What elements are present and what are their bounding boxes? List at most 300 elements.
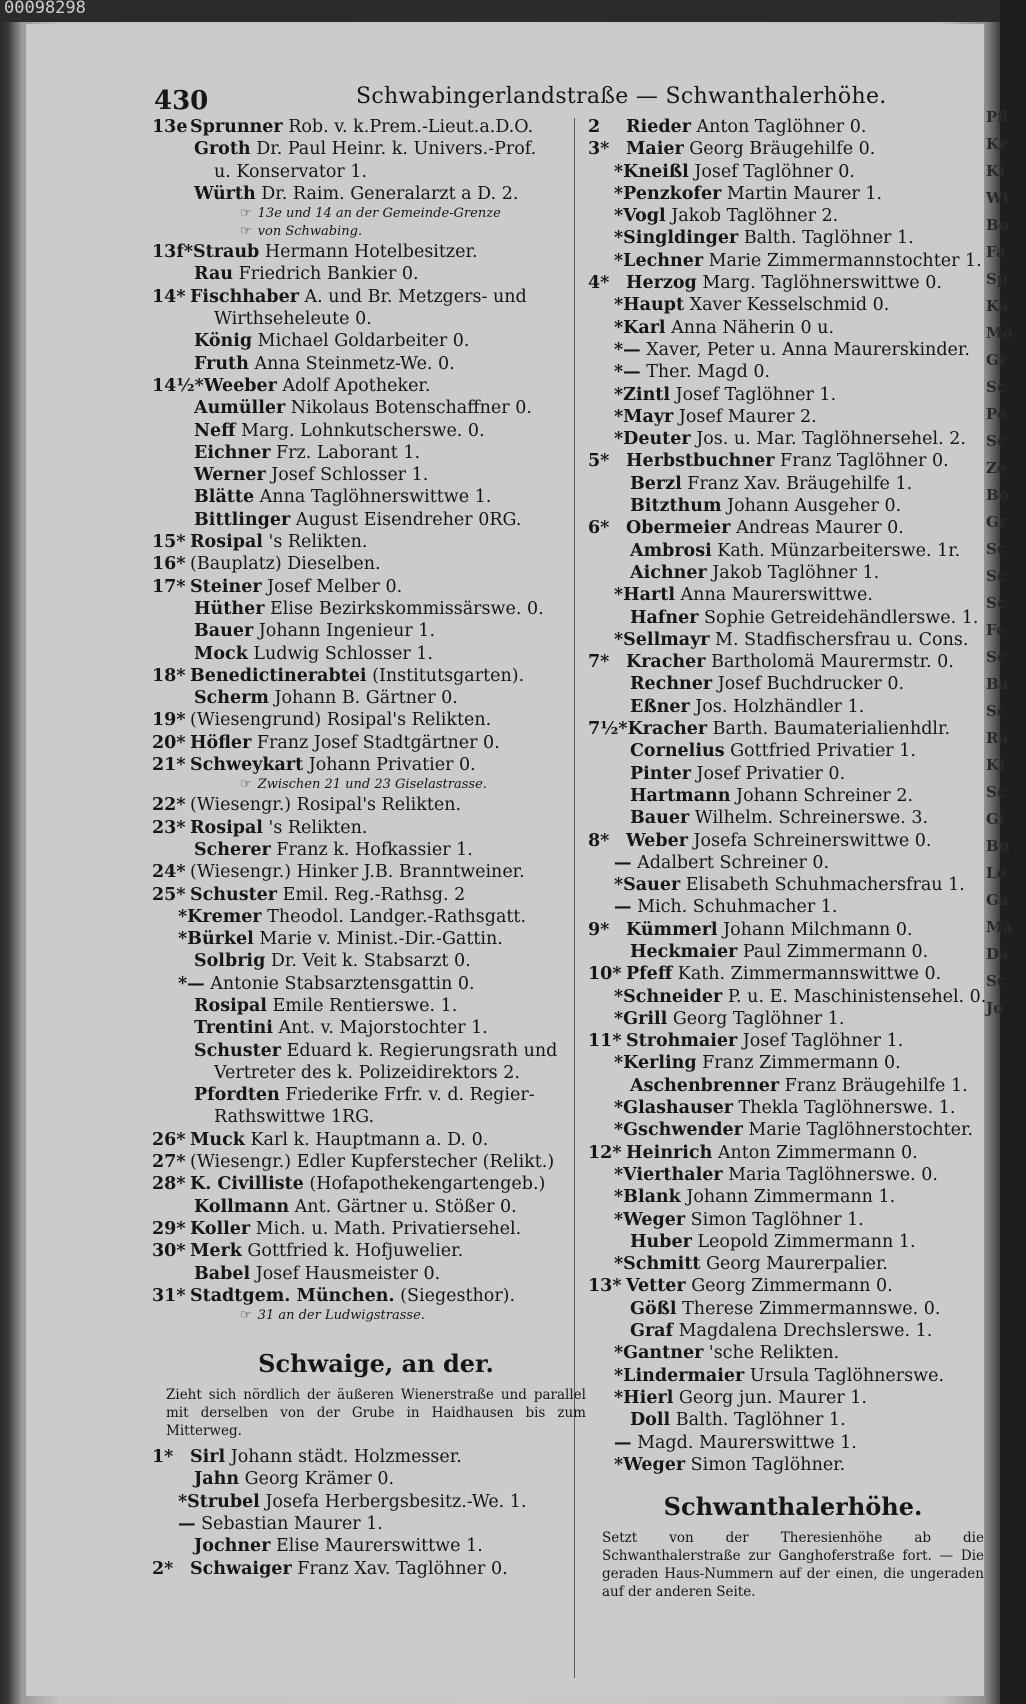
entry-details: Josef Buchdrucker 0. bbox=[712, 674, 905, 695]
directory-entry bbox=[588, 785, 998, 807]
surname: Rosipal bbox=[194, 995, 267, 1016]
entry-details: Sebastian Maurer 1. bbox=[195, 1514, 383, 1535]
edge-fragment: Bo bbox=[986, 486, 1009, 504]
surname: *Bürkel bbox=[178, 929, 254, 950]
surname: *Lindermaier bbox=[614, 1365, 745, 1386]
house-number: 7½* bbox=[588, 719, 628, 740]
entry-details: Anna Maurerswittwe. bbox=[674, 585, 873, 606]
directory-page bbox=[26, 24, 1013, 1696]
directory-entry bbox=[152, 1040, 600, 1062]
directory-entry bbox=[152, 531, 600, 553]
surname: Kracher bbox=[627, 719, 708, 740]
house-number: 8* bbox=[588, 830, 610, 851]
surname: *Hierl bbox=[614, 1387, 674, 1408]
surname: Obermeier bbox=[626, 518, 731, 539]
note-text: von Schwabing. bbox=[257, 224, 363, 240]
edge-fragment: Ki bbox=[986, 162, 1005, 180]
directory-entry bbox=[588, 1030, 998, 1052]
pointing-hand-icon: ☞ bbox=[240, 206, 252, 222]
note-text: 31 an der Ludwigstrasse. bbox=[257, 1308, 425, 1324]
entry-details: M. Stadfischersfrau u. Cons. bbox=[709, 629, 969, 650]
directory-entry bbox=[588, 1365, 998, 1387]
directory-entry bbox=[588, 317, 998, 339]
surname: Maier bbox=[626, 139, 684, 160]
entry-details: Elisabeth Schuhmachersfrau 1. bbox=[680, 875, 965, 896]
directory-entry bbox=[588, 1209, 998, 1231]
directory-entry bbox=[152, 1240, 600, 1262]
entry-details: Johann Zimmermann 1. bbox=[680, 1187, 896, 1208]
entry-details: Paul Zimmermann 0. bbox=[737, 941, 929, 962]
surname: *Gantner bbox=[614, 1343, 704, 1364]
directory-entry bbox=[588, 1231, 998, 1253]
surname: Würth bbox=[194, 183, 256, 204]
entry-details: Ant. Gärtner u. Stößer 0. bbox=[289, 1196, 517, 1217]
entry-details: Johann Milchmann 0. bbox=[717, 919, 913, 940]
directory-entry bbox=[152, 1151, 600, 1173]
edge-fragment: Sc bbox=[986, 972, 1006, 990]
surname: Schweykart bbox=[190, 755, 304, 776]
directory-entry bbox=[588, 807, 998, 829]
surname: *— bbox=[614, 339, 641, 360]
surname: Höfler bbox=[190, 732, 252, 753]
entry-details: (Wiesengr.) Hinker J.B. Branntweiner. bbox=[190, 862, 525, 883]
house-number: 11* bbox=[588, 1031, 622, 1052]
directory-entry bbox=[152, 1084, 600, 1106]
directory-entry bbox=[588, 517, 998, 539]
directory-entry bbox=[152, 1513, 600, 1535]
entry-details: Antonie Stabsarztensgattin 0. bbox=[204, 973, 475, 994]
edge-fragment: Ka bbox=[986, 297, 1009, 315]
surname: Pinter bbox=[630, 763, 691, 784]
surname: Rau bbox=[194, 264, 234, 285]
entry-details: Johann Schreiner 2. bbox=[730, 785, 914, 806]
entry-details: Franz Xav. Taglöhner 0. bbox=[291, 1558, 508, 1579]
surname: Stadtgem. München. bbox=[190, 1285, 395, 1306]
surname: Hüther bbox=[194, 598, 265, 619]
surname: *Weger bbox=[614, 1209, 686, 1230]
entry-details: Anna Steinmetz-We. 0. bbox=[248, 353, 455, 374]
entry-details: Rob. v. k.Prem.-Lieut.a.D.O. bbox=[282, 117, 534, 137]
entry-details: Frz. Laborant 1. bbox=[270, 442, 421, 463]
directory-entry bbox=[588, 718, 998, 740]
surname: Sirl bbox=[190, 1447, 226, 1468]
entry-details: Ursula Taglöhnerswe. bbox=[744, 1365, 945, 1386]
surname: Aschenbrenner bbox=[630, 1075, 780, 1096]
entry-details: August Eisendreher 0RG. bbox=[290, 509, 522, 530]
surname: Herzog bbox=[626, 273, 697, 294]
directory-entry bbox=[588, 1075, 998, 1097]
house-number: 19* bbox=[152, 710, 186, 731]
surname: Schuster bbox=[190, 884, 278, 905]
surname: *Deuter bbox=[614, 429, 691, 450]
surname: Heckmaier bbox=[630, 941, 738, 962]
left-column bbox=[152, 116, 600, 1580]
surname: Pfeff bbox=[626, 964, 673, 985]
surname: Eichner bbox=[194, 442, 271, 463]
directory-entry bbox=[152, 138, 600, 160]
surname: Sprunner bbox=[190, 117, 283, 137]
directory-entry bbox=[588, 941, 998, 963]
entry-details: Josef Taglöhner 0. bbox=[688, 161, 855, 182]
surname: Bauer bbox=[630, 808, 690, 829]
surname: *Schneider bbox=[614, 986, 723, 1007]
directory-entry bbox=[588, 1320, 998, 1342]
edge-fragment: Bo bbox=[986, 216, 1009, 234]
surname: Groth bbox=[194, 139, 251, 160]
entry-details: Jakob Taglöhner 2. bbox=[665, 206, 839, 227]
entry-details: Franz Josef Stadtgärtner 0. bbox=[251, 732, 500, 753]
directory-entry bbox=[152, 509, 600, 531]
entry-details: Marie Taglöhnerstochter. bbox=[742, 1120, 974, 1141]
surname: Huber bbox=[630, 1231, 692, 1252]
directory-entry bbox=[588, 1275, 998, 1297]
house-number: 20* bbox=[152, 732, 186, 753]
edge-fragment: Da bbox=[986, 945, 1009, 963]
entry-details: Jos. u. Mar. Taglöhnersehel. 2. bbox=[690, 429, 966, 450]
entry-details: Franz Taglöhner 0. bbox=[774, 451, 949, 472]
surname: Hartmann bbox=[630, 785, 731, 806]
house-number: 1* bbox=[152, 1447, 174, 1468]
surname: Mock bbox=[194, 643, 248, 664]
entry-details: Anna Näherin 0 u. bbox=[665, 317, 835, 338]
section-description: Zieht sich nördlich der äußeren Wienerstraße und parallel mit derselben von der Grube in Haidhausen bis zum Mitterweg. bbox=[166, 1387, 586, 1440]
entry-details: (Wiesengr.) Edler Kupferstecher (Relikt.) bbox=[190, 1152, 555, 1173]
directory-entry bbox=[588, 161, 998, 183]
surname: Pfordten bbox=[194, 1085, 280, 1106]
surname: Scherm bbox=[194, 688, 269, 709]
entry-details: Magdalena Drechslerswe. 1. bbox=[673, 1321, 933, 1342]
entry-details: Mich. u. Math. Privatiersehel. bbox=[250, 1218, 522, 1239]
entry-details: Josef Schlosser 1. bbox=[265, 465, 429, 486]
surname: *Vogl bbox=[614, 206, 666, 227]
directory-entry bbox=[588, 450, 998, 472]
directory-entry bbox=[152, 330, 600, 352]
entry-continuation: Wirthseheleute 0. bbox=[214, 309, 372, 330]
directory-entry bbox=[588, 1298, 998, 1320]
boundary-note bbox=[152, 776, 600, 794]
entry-details: Leopold Zimmermann 1. bbox=[691, 1231, 916, 1252]
directory-entry bbox=[588, 740, 998, 762]
directory-entry bbox=[588, 763, 998, 785]
section-title: Schwaige, an der. bbox=[258, 1349, 494, 1379]
directory-entry bbox=[152, 263, 600, 285]
directory-entry bbox=[588, 1119, 998, 1141]
boundary-note bbox=[152, 223, 600, 241]
surname: Steiner bbox=[190, 576, 262, 597]
directory-entry bbox=[152, 241, 600, 263]
entry-details: (Institutsgarten). bbox=[366, 665, 525, 686]
surname: Graf bbox=[630, 1321, 674, 1342]
directory-entry bbox=[588, 562, 998, 584]
surname: Jahn bbox=[194, 1469, 240, 1490]
directory-entry bbox=[588, 1253, 998, 1275]
entry-details: Kath. Münzarbeiterswe. 1r. bbox=[711, 540, 961, 561]
surname: *Kerling bbox=[614, 1053, 697, 1074]
note-text: Zwischen 21 und 23 Giselastrasse. bbox=[257, 777, 487, 793]
surname: Cornelius bbox=[630, 741, 725, 762]
entry-details: Josef Maurer 2. bbox=[673, 406, 817, 427]
entry-details: Dr. Paul Heinr. k. Univers.-Prof. bbox=[250, 139, 537, 160]
entry-continuation: u. Konservator 1. bbox=[214, 161, 368, 182]
directory-entry bbox=[588, 205, 998, 227]
directory-entry bbox=[588, 183, 998, 205]
entry-details: Franz Zimmermann 0. bbox=[696, 1053, 901, 1074]
surname: Herbstbuchner bbox=[626, 451, 775, 472]
entry-details: Anton Taglöhner 0. bbox=[690, 117, 867, 137]
entry-details: Franz k. Hofkassier 1. bbox=[270, 839, 473, 860]
surname: Benedictinerabtei bbox=[190, 665, 367, 686]
boundary-note bbox=[152, 205, 600, 223]
section-title: Schwanthalerhöhe. bbox=[663, 1492, 923, 1522]
directory-entry bbox=[152, 928, 600, 950]
entry-details: 's Relikten. bbox=[262, 817, 368, 838]
directory-entry bbox=[152, 1491, 600, 1513]
note-text: 13e und 14 an der Gemeinde-Grenze bbox=[257, 206, 501, 222]
surname: Rosipal bbox=[190, 817, 263, 838]
house-number: 6* bbox=[588, 518, 610, 539]
surname: Koller bbox=[190, 1218, 251, 1239]
directory-entry bbox=[588, 830, 998, 852]
edge-fragment: Sc bbox=[986, 783, 1006, 801]
edge-fragment: Sc bbox=[986, 594, 1006, 612]
entry-details: Gottfried k. Hofjuwelier. bbox=[241, 1241, 464, 1262]
directory-entry bbox=[152, 884, 600, 906]
entry-details: (Wiesengr.) Rosipal's Relikten. bbox=[190, 795, 462, 816]
entry-details: Friedrich Bankier 0. bbox=[233, 264, 419, 285]
directory-entry bbox=[588, 495, 998, 517]
directory-entry bbox=[588, 1052, 998, 1074]
edge-fragment: Sc bbox=[986, 702, 1006, 720]
entry-details: Johann Ausgeher 0. bbox=[721, 496, 902, 517]
surname: Kümmerl bbox=[626, 919, 718, 940]
directory-entry bbox=[588, 339, 998, 361]
house-number: 7* bbox=[588, 652, 610, 673]
surname: *Strubel bbox=[178, 1491, 260, 1512]
surname: Strohmaier bbox=[626, 1031, 738, 1052]
entry-details: (Wiesengrund) Rosipal's Relikten. bbox=[190, 710, 492, 731]
edge-fragment: Kr bbox=[986, 135, 1007, 153]
entry-details: (Hofapothekengartengeb.) bbox=[303, 1174, 546, 1195]
entry-details: Josefa Schreinerswittwe 0. bbox=[687, 830, 932, 851]
directory-entry bbox=[588, 227, 998, 249]
directory-entry bbox=[152, 576, 600, 598]
directory-entry bbox=[152, 116, 600, 138]
entry-details: Marg. Taglöhnerswittwe 0. bbox=[696, 273, 942, 294]
directory-entry bbox=[588, 986, 998, 1008]
directory-entry bbox=[152, 420, 600, 442]
entry-details: Dr. Raim. Generalarzt a D. 2. bbox=[255, 183, 519, 204]
edge-fragment: Fe bbox=[986, 621, 1006, 639]
edge-fragment: Sc bbox=[986, 648, 1006, 666]
edge-fragment: Sc bbox=[986, 378, 1006, 396]
surname: *— bbox=[178, 973, 205, 994]
entry-details: Josef Taglöhner 1. bbox=[670, 384, 837, 405]
house-number: 14½* bbox=[152, 375, 204, 396]
entry-details: Emil. Reg.-Rathsg. 2 bbox=[277, 884, 466, 905]
directory-entry bbox=[588, 272, 998, 294]
surname: *Gschwender bbox=[614, 1120, 743, 1141]
directory-entry bbox=[588, 116, 998, 138]
house-number: 14* bbox=[152, 286, 186, 307]
directory-entry bbox=[588, 673, 998, 695]
surname: *Kneißl bbox=[614, 161, 689, 182]
entry-details: Josef Hausmeister 0. bbox=[250, 1263, 441, 1284]
surname: Schwaiger bbox=[190, 1558, 292, 1579]
entry-details: (Siegesthor). bbox=[394, 1285, 516, 1306]
directory-entry bbox=[588, 428, 998, 450]
entry-details: Georg jun. Maurer 1. bbox=[673, 1387, 867, 1408]
entry-details: Xaver, Peter u. Anna Maurerskinder. bbox=[640, 339, 970, 360]
entry-details: Theodol. Landger.-Rathsgatt. bbox=[261, 906, 527, 927]
house-number: 5* bbox=[588, 451, 610, 472]
directory-entry bbox=[588, 874, 998, 896]
pointing-hand-icon: ☞ bbox=[240, 224, 252, 240]
entry-continuation: Rathswittwe 1RG. bbox=[214, 1107, 375, 1128]
directory-entry bbox=[588, 1342, 998, 1364]
surname: Trentini bbox=[194, 1018, 273, 1039]
directory-entry bbox=[588, 384, 998, 406]
section-description: Setzt von der Theresienhöhe ab die Schwanthalerstraße zur Ganghoferstraße fort. — Die geraden Haus-Nummern auf der einen, die ungeraden auf der anderen Seite. bbox=[602, 1530, 984, 1601]
entry-details: Josefa Herbergsbesitz.-We. 1. bbox=[259, 1491, 527, 1512]
surname: *Blank bbox=[614, 1187, 681, 1208]
entry-details: Ant. v. Majorstochter 1. bbox=[272, 1018, 488, 1039]
entry-details: Josef Taglöhner 1. bbox=[737, 1031, 904, 1052]
entry-details: Johann städt. Holzmesser. bbox=[225, 1447, 462, 1468]
entry-details: Xaver Kesselschmid 0. bbox=[684, 295, 890, 316]
entry-details: Adalbert Schreiner 0. bbox=[631, 852, 830, 873]
surname: K. Civilliste bbox=[190, 1174, 304, 1195]
house-number: 2 bbox=[588, 117, 601, 137]
entry-details: Georg Zimmermann 0. bbox=[685, 1276, 893, 1297]
directory-entry bbox=[152, 1129, 600, 1151]
directory-entry bbox=[152, 754, 600, 776]
edge-fragment: Sc bbox=[986, 540, 1006, 558]
entry-details: Ther. Magd 0. bbox=[640, 362, 771, 383]
surname: Scherer bbox=[194, 839, 271, 860]
surname: König bbox=[194, 331, 253, 352]
directory-entry bbox=[152, 950, 600, 972]
entry-details: Johann Privatier 0. bbox=[303, 755, 476, 776]
directory-entry bbox=[152, 1285, 600, 1307]
surname: *Lechner bbox=[614, 250, 704, 271]
directory-entry bbox=[588, 1454, 998, 1476]
edge-fragment: Ga bbox=[986, 891, 1009, 909]
house-number: 13e bbox=[152, 117, 188, 137]
entry-details: Barth. Baumaterialienhdlr. bbox=[707, 719, 951, 740]
entry-continuation: Vertreter des k. Polizeidirektors 2. bbox=[214, 1062, 520, 1083]
directory-entry bbox=[152, 1196, 600, 1218]
entry-details: P. u. E. Maschinistensehel. 0. bbox=[722, 986, 987, 1007]
surname: Babel bbox=[194, 1263, 251, 1284]
directory-entry bbox=[152, 732, 600, 754]
entry-details: Magd. Maurerswittwe 1. bbox=[631, 1432, 857, 1453]
entry-details: Michael Goldarbeiter 0. bbox=[252, 331, 470, 352]
surname: *Schmitt bbox=[614, 1254, 701, 1275]
entry-details: Johann B. Gärtner 0. bbox=[268, 688, 458, 709]
surname: *Weger bbox=[614, 1454, 686, 1475]
entry-details: Josef Privatier 0. bbox=[690, 763, 846, 784]
directory-entry bbox=[152, 1468, 600, 1490]
entry-details: Anton Zimmermann 0. bbox=[712, 1142, 918, 1163]
directory-entry bbox=[152, 620, 600, 642]
surname: Blätte bbox=[194, 487, 255, 508]
directory-entry bbox=[152, 643, 600, 665]
surname: Ambrosi bbox=[630, 540, 712, 561]
surname: Muck bbox=[190, 1129, 245, 1150]
entry-details: 's Relikten. bbox=[262, 532, 368, 553]
surname: Fruth bbox=[194, 353, 249, 374]
house-number: 30* bbox=[152, 1241, 186, 1262]
directory-entry bbox=[588, 607, 998, 629]
entry-details: Jakob Taglöhner 1. bbox=[706, 562, 880, 583]
directory-entry bbox=[588, 1186, 998, 1208]
house-number: 16* bbox=[152, 554, 186, 575]
surname: *Haupt bbox=[614, 295, 685, 316]
entry-details: Simon Taglöhner. bbox=[685, 1454, 846, 1475]
entry-details: Bartholomä Maurermstr. 0. bbox=[705, 652, 954, 673]
entry-details: Andreas Maurer 0. bbox=[730, 518, 904, 539]
entry-details: Karl k. Hauptmann a. D. 0. bbox=[244, 1129, 489, 1150]
house-number: 17* bbox=[152, 576, 186, 597]
directory-entry bbox=[588, 294, 998, 316]
entry-details: Marg. Lohnkutscherswe. 0. bbox=[235, 420, 485, 441]
house-number: 31* bbox=[152, 1285, 186, 1306]
directory-entry bbox=[588, 1387, 998, 1409]
directory-entry bbox=[152, 906, 600, 928]
house-number: 28* bbox=[152, 1174, 186, 1195]
surname: *Vierthaler bbox=[614, 1164, 723, 1185]
surname: Straub bbox=[193, 242, 260, 263]
surname: Kollmann bbox=[194, 1196, 290, 1217]
entry-details: Georg Taglöhner 1. bbox=[667, 1008, 845, 1029]
directory-entry bbox=[152, 1558, 600, 1580]
surname: Schuster bbox=[194, 1040, 282, 1061]
house-number: 4* bbox=[588, 273, 610, 294]
entry-details: Georg Bräugehilfe 0. bbox=[683, 139, 876, 160]
house-number: 13f* bbox=[152, 242, 194, 263]
edge-fragment: Gi bbox=[986, 810, 1005, 828]
house-number: 26* bbox=[152, 1129, 186, 1150]
house-number: 9* bbox=[588, 919, 610, 940]
edge-fragment: Ki bbox=[986, 756, 1005, 774]
pointing-hand-icon: ☞ bbox=[240, 1308, 252, 1324]
entry-details: Franz Bräugehilfe 1. bbox=[779, 1075, 968, 1096]
surname: *— bbox=[614, 362, 641, 383]
directory-entry bbox=[588, 1142, 998, 1164]
directory-entry bbox=[152, 1017, 600, 1039]
house-number: 25* bbox=[152, 884, 186, 905]
surname: Rieder bbox=[626, 117, 691, 137]
house-number: 13* bbox=[588, 1276, 622, 1297]
entry-details: Thekla Taglöhnerswe. 1. bbox=[732, 1098, 956, 1119]
directory-entry bbox=[152, 1446, 600, 1468]
directory-entry bbox=[588, 361, 998, 383]
scan-id-label: 00098298 bbox=[4, 0, 86, 18]
directory-entry bbox=[588, 138, 998, 160]
directory-entry bbox=[152, 286, 600, 308]
directory-entry bbox=[152, 598, 600, 620]
entry-details: Eduard k. Regierungsrath und bbox=[281, 1040, 558, 1061]
entry-details: Emile Rentierswe. 1. bbox=[266, 995, 458, 1016]
directory-entry bbox=[152, 995, 600, 1017]
edge-fragment: Wi bbox=[986, 189, 1009, 207]
entry-details: Maria Taglöhnerswe. 0. bbox=[722, 1164, 938, 1185]
surname: Neff bbox=[194, 420, 236, 441]
surname: Weber bbox=[626, 830, 688, 851]
directory-entry bbox=[588, 250, 998, 272]
directory-entry bbox=[588, 896, 998, 918]
directory-entry bbox=[588, 1008, 998, 1030]
